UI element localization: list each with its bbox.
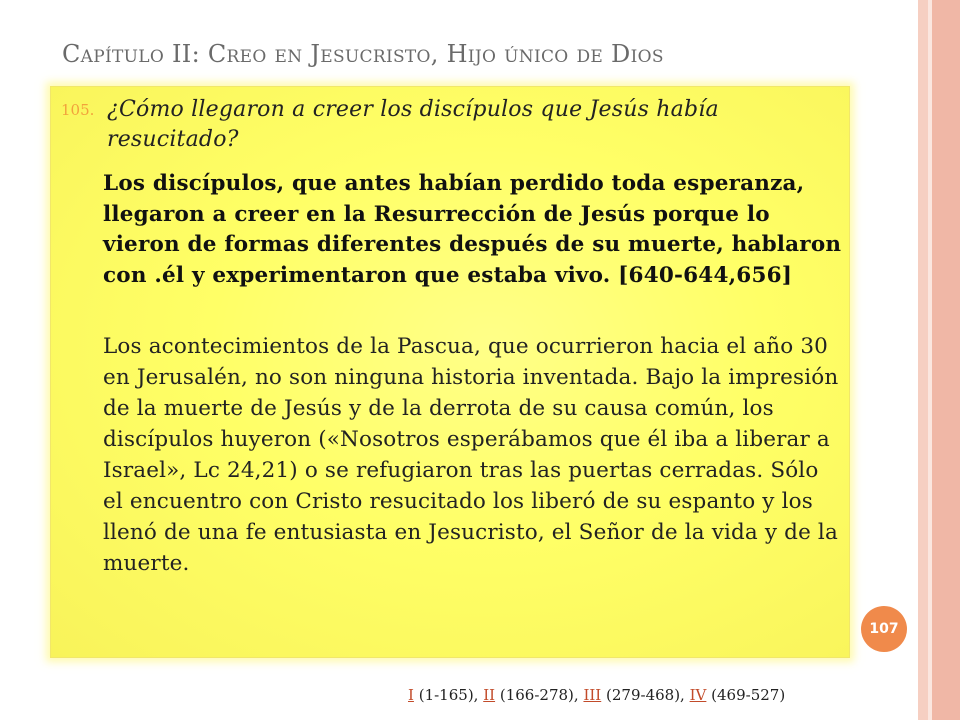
part-range-ii: (166-278), xyxy=(499,686,579,704)
part-link-i[interactable]: I xyxy=(408,686,414,704)
part-range-iii: (279-468), xyxy=(606,686,685,704)
right-border-stripe xyxy=(918,0,928,720)
part-link-ii[interactable]: II xyxy=(483,686,496,704)
question-text: ¿Cómo llegaron a creer los discípulos que Jesús había resucitado? xyxy=(107,97,719,152)
content-box xyxy=(50,86,850,658)
explanation-paragraph: Los acontecimientos de la Pascua, que ocurrieron hacia el año 30 en Jerusalén, no son ninguna historia inventada. Bajo la impresión de la muerte de Jesús y de la derrota de su causa común, los discípulos huyeron («Nosotros esperábamos que él iba a liberar a Israel», Lc 24,21) o se refugiaron tras las puertas cerradas. Sólo el encuentro con Cristo resucitado los liberó de su espanto y los llenó de una fe entusiasta en Jesucristo, el Señor de la vida y de la muerte. xyxy=(103,334,839,576)
page-number-badge: 107 xyxy=(861,606,907,652)
slide-title: Capítulo II: Creo en Jesucristo, Hijo único de Dios xyxy=(62,40,664,68)
question xyxy=(61,95,831,155)
part-navigation xyxy=(408,686,785,704)
part-link-iv[interactable]: IV xyxy=(689,686,707,704)
question-number: 105. xyxy=(61,101,95,119)
part-range-iv: (469-527) xyxy=(711,686,786,704)
part-range-i: (1-165), xyxy=(418,686,479,704)
answer-paragraph: Los discípulos, que antes habían perdido toda esperanza, llegaron a creer en la Resurrección de Jesús porque lo vieron de formas diferentes después de su muerte, hablaron con .él y experimentaron que estaba vivo. [640-644,656] xyxy=(103,171,842,288)
right-border-band xyxy=(932,0,960,720)
part-link-iii[interactable]: III xyxy=(583,686,602,704)
